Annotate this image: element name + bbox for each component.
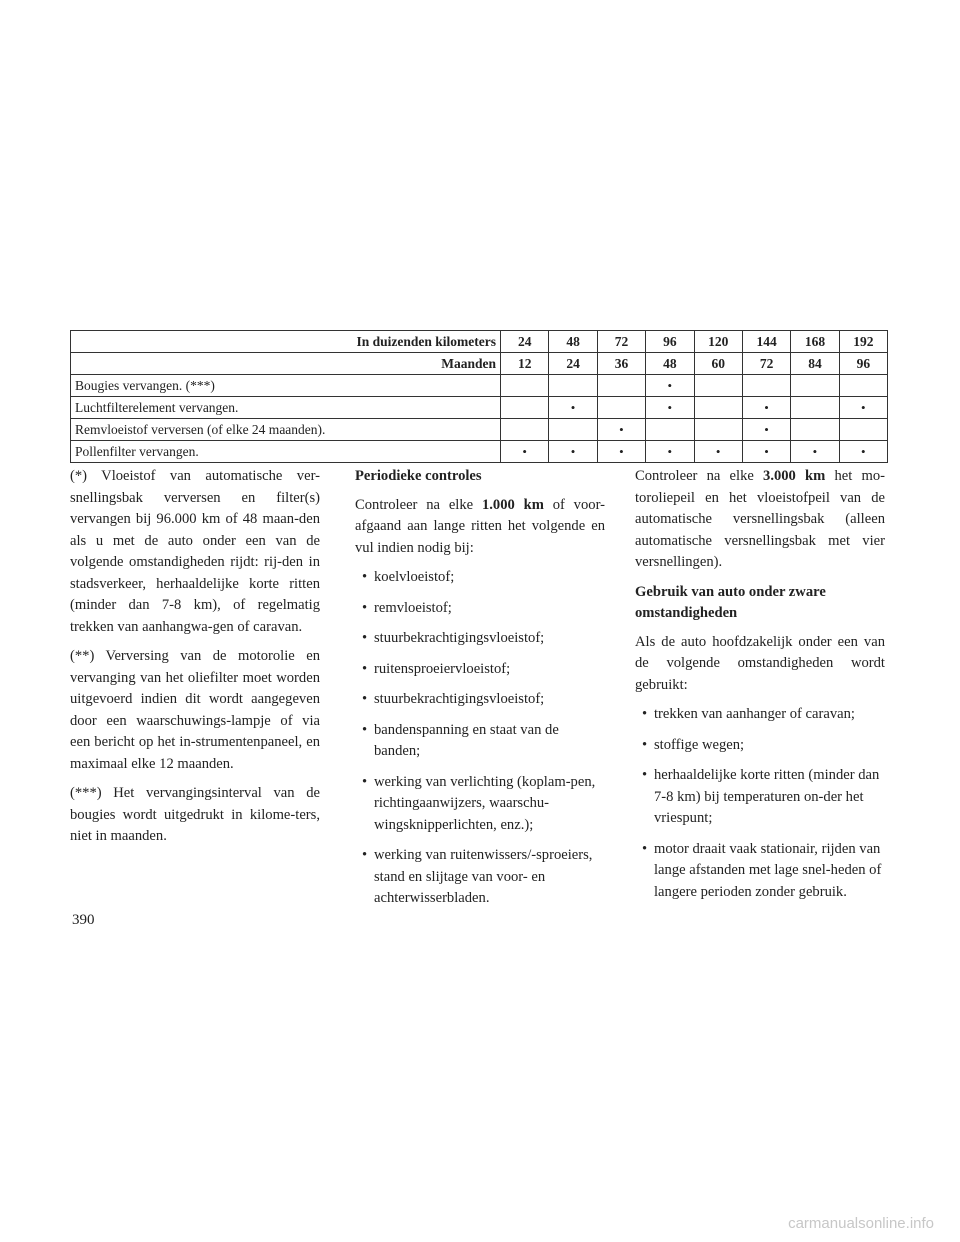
km-header-row-label: In duizenden kilometers xyxy=(71,331,501,353)
list-item: • stoffige wegen; xyxy=(635,735,885,757)
empty-cell xyxy=(742,375,790,397)
interval-3000km: 3.000 km xyxy=(763,468,826,484)
empty-cell xyxy=(694,397,742,419)
severe-conditions-list xyxy=(635,704,885,903)
km-value: 48 xyxy=(549,331,597,353)
table-row xyxy=(71,397,888,419)
km-value: 24 xyxy=(501,331,549,353)
periodic-checks-column xyxy=(355,466,605,919)
km-header-row xyxy=(71,331,888,353)
list-item: • koelvloeistof; xyxy=(355,567,605,589)
scheduled-mark: • xyxy=(839,441,887,463)
km-value: 72 xyxy=(597,331,645,353)
months-header-row xyxy=(71,353,888,375)
months-value: 96 xyxy=(839,353,887,375)
km-value: 120 xyxy=(694,331,742,353)
km-value: 96 xyxy=(646,331,694,353)
scheduled-mark: • xyxy=(742,441,790,463)
empty-cell xyxy=(839,419,887,441)
table-row xyxy=(71,441,888,463)
months-value: 84 xyxy=(791,353,839,375)
empty-cell xyxy=(597,375,645,397)
list-item: • werking van ruitenwissers/-sproeiers, stand en slijtage van voor- en achterwisserbladen. xyxy=(355,845,605,910)
list-item: • motor draait vaak stationair, rijden van lange afstanden met lage snel-heden of langere perioden zonder gebruik. xyxy=(635,839,885,904)
months-header-row-label: Maanden xyxy=(71,353,501,375)
list-item: • herhaaldelijke korte ritten (minder dan 7-8 km) bij temperaturen on-der het vriespunt; xyxy=(635,765,885,830)
empty-cell xyxy=(597,397,645,419)
list-item: • trekken van aanhanger of caravan; xyxy=(635,704,885,726)
km-value: 168 xyxy=(791,331,839,353)
months-value: 48 xyxy=(646,353,694,375)
empty-cell xyxy=(694,419,742,441)
empty-cell xyxy=(501,397,549,419)
months-value: 60 xyxy=(694,353,742,375)
empty-cell xyxy=(694,375,742,397)
footnote-spark-plugs: (***) Het vervangingsinterval van de bougies wordt uitgedrukt in kilome-ters, niet in maanden. xyxy=(70,785,320,844)
scheduled-mark: • xyxy=(742,419,790,441)
empty-cell xyxy=(839,375,887,397)
list-item: • remvloeistof; xyxy=(355,598,605,620)
empty-cell xyxy=(501,419,549,441)
scheduled-mark: • xyxy=(501,441,549,463)
maintenance-schedule-table xyxy=(70,330,888,463)
task-label: Luchtfilterelement vervangen. xyxy=(71,397,501,419)
empty-cell xyxy=(791,397,839,419)
list-item: • stuurbekrachtigingsvloeistof; xyxy=(355,628,605,650)
task-label: Remvloeistof verversen (of elke 24 maanden). xyxy=(71,419,501,441)
list-item: • ruitensproeiervloeistof; xyxy=(355,659,605,681)
footnote-transmission-fluid: (*) Vloeistof van automatische ver-snellingsbak verversen en filter(s) vervangen bij 96.000 km of 48 maan-den als u met de auto onder een van de volgende omstandigheden rijdt: rij-den in stadsverkeer, herhaaldelijke korte ritten (minder dan 7-8 km), of regelmatig trekken van aanhangwa-gen of caravan. xyxy=(70,468,320,635)
list-item: • stuurbekrachtigingsvloeistof; xyxy=(355,689,605,711)
watermark: carmanualsonline.info xyxy=(788,1215,934,1232)
scheduled-mark: • xyxy=(742,397,790,419)
page-number: 390 xyxy=(72,912,95,928)
scheduled-mark: • xyxy=(839,397,887,419)
km-value: 192 xyxy=(839,331,887,353)
empty-cell xyxy=(646,419,694,441)
scheduled-mark: • xyxy=(597,441,645,463)
list-item: • bandenspanning en staat van de banden; xyxy=(355,720,605,763)
interval-1000km: 1.000 km xyxy=(481,496,544,513)
scheduled-mark: • xyxy=(549,397,597,419)
scheduled-mark: • xyxy=(549,441,597,463)
scheduled-mark: • xyxy=(646,397,694,419)
severe-conditions-column xyxy=(635,466,885,912)
periodic-checks-list xyxy=(355,567,605,910)
months-value: 24 xyxy=(549,353,597,375)
oil-check-paragraph: Controleer na elke 3.000 km het mo-toroliepeil en het vloeistofpeil van de automatische versnellingsbak (alleen automatische versnellingsbak met vier versnellingen). xyxy=(635,468,885,570)
periodic-checks-intro: Controleer na elke 1.000 km of voor-afgaand aan lange ritten het volgende en vul indien nodig bij: xyxy=(355,496,606,556)
empty-cell xyxy=(791,419,839,441)
scheduled-mark: • xyxy=(791,441,839,463)
severe-conditions-intro: Als de auto hoofdzakelijk onder een van de volgende omstandigheden wordt gebruikt: xyxy=(635,633,885,693)
footnotes-column xyxy=(70,466,320,856)
empty-cell xyxy=(501,375,549,397)
scheduled-mark: • xyxy=(646,441,694,463)
table-row xyxy=(71,419,888,441)
footnote-engine-oil: (**) Verversing van de motorolie en vervanging van het oliefilter moet worden uitgevoerd indien dit wordt aangegeven door een waarschuwings-lampje of via een bericht op het in-strumentenpaneel, en maximaal elke 12 maanden. xyxy=(70,648,320,772)
months-value: 36 xyxy=(597,353,645,375)
months-value: 72 xyxy=(742,353,790,375)
list-item: • werking van verlichting (koplam-pen, richtingaanwijzers, waarschu-wingsknipperlichten, enz.); xyxy=(355,772,605,837)
severe-conditions-heading: Gebruik van auto onder zware omstandigheden xyxy=(635,583,826,621)
months-value: 12 xyxy=(501,353,549,375)
scheduled-mark: • xyxy=(597,419,645,441)
periodic-checks-heading: Periodieke controles xyxy=(355,468,482,484)
task-label: Pollenfilter vervangen. xyxy=(71,441,501,463)
empty-cell xyxy=(549,419,597,441)
empty-cell xyxy=(791,375,839,397)
empty-cell xyxy=(549,375,597,397)
scheduled-mark: • xyxy=(646,375,694,397)
km-value: 144 xyxy=(742,331,790,353)
scheduled-mark: • xyxy=(694,441,742,463)
table-row xyxy=(71,375,888,397)
task-label: Bougies vervangen. (***) xyxy=(71,375,501,397)
